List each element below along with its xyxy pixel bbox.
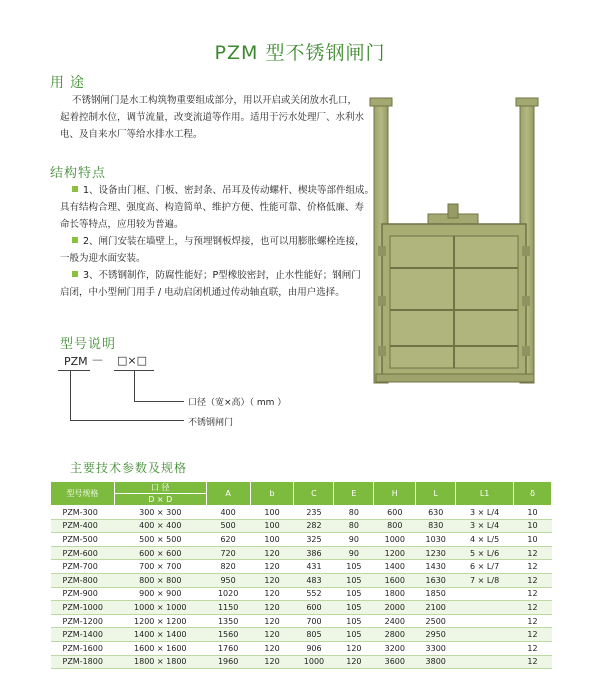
table-cell: 400 × 400 (114, 519, 206, 533)
table-cell: 500 × 500 (114, 533, 206, 547)
table-cell: 120 (250, 560, 294, 574)
table-cell: 386 (294, 546, 334, 560)
table-cell: 90 (334, 546, 374, 560)
table-cell: 90 (334, 533, 374, 547)
table-cell: 1000 (294, 655, 334, 669)
table-cell: 3600 (374, 655, 416, 669)
table-cell: 300 × 300 (114, 506, 206, 520)
table-cell: 1350 (206, 614, 250, 628)
feature-line (60, 182, 380, 199)
table-cell: 1000 (374, 533, 416, 547)
features-heading: 结构特点 (50, 166, 107, 181)
table-cell: 1200 (374, 546, 416, 560)
table-cell: 120 (250, 587, 294, 601)
bullet-icon (72, 271, 78, 277)
header-col-c: C (294, 482, 334, 506)
spec-table-body (51, 506, 552, 669)
table-cell: 120 (250, 641, 294, 655)
table-cell: 1560 (206, 628, 250, 642)
table-cell: 120 (250, 601, 294, 615)
feature-line (60, 267, 380, 284)
gate-illustration (368, 96, 558, 386)
table-cell: 105 (334, 614, 374, 628)
table-cell: PZM-1000 (51, 601, 115, 615)
table-cell: 552 (294, 587, 334, 601)
table-cell: 105 (334, 628, 374, 642)
table-cell: 1760 (206, 641, 250, 655)
table-cell: PZM-400 (51, 519, 115, 533)
table-cell: 1000 × 1000 (114, 601, 206, 615)
table-row (51, 506, 552, 520)
feature-text: 命长等特点，应用较为普遍。 (60, 219, 184, 230)
model-heading: 型号说明 (60, 337, 117, 352)
table-cell: 800 (374, 519, 416, 533)
table-cell: 4 × L/5 (456, 533, 514, 547)
header-col-delta: δ (514, 482, 552, 506)
table-cell (456, 641, 514, 655)
leader-type-v (70, 370, 71, 421)
table-cell: 120 (334, 655, 374, 669)
feature-text: 启闭，中小型闸门用手 / 电动启闭机通过传动轴直联，由用户选择。 (60, 287, 345, 298)
table-cell: 100 (250, 519, 294, 533)
table-cell: 282 (294, 519, 334, 533)
specs-heading: 主要技术参数及规格 (70, 461, 188, 475)
table-cell: 483 (294, 573, 334, 587)
table-cell: PZM-700 (51, 560, 115, 574)
table-cell: 325 (294, 533, 334, 547)
table-cell: 2000 (374, 601, 416, 615)
table-cell (456, 655, 514, 669)
feature-text: 一般为迎水面安装。 (60, 253, 146, 264)
table-cell: 80 (334, 506, 374, 520)
table-row (51, 519, 552, 533)
page-title: PZM 型不锈钢闸门 (214, 42, 386, 64)
feature-line (60, 216, 380, 233)
table-row (51, 628, 552, 642)
table-cell: 10 (514, 519, 552, 533)
table-cell: 12 (514, 628, 552, 642)
table-cell: PZM-800 (51, 573, 115, 587)
table-cell: 12 (514, 546, 552, 560)
table-cell: 100 (250, 506, 294, 520)
features-text (60, 182, 380, 301)
header-diameter: 口 径 (114, 482, 206, 494)
table-cell: 6 × L/7 (456, 560, 514, 574)
table-cell: 431 (294, 560, 334, 574)
usage-heading: 用途 (50, 75, 90, 91)
table-row (51, 655, 552, 669)
table-cell: 100 (250, 533, 294, 547)
table-cell: 3300 (416, 641, 456, 655)
table-row (51, 587, 552, 601)
usage-line: 不锈钢闸门是水工构筑物重要组成部分，用以开启或关闭放水孔口， (72, 95, 358, 106)
table-row (51, 601, 552, 615)
model-size-code: □×□ (117, 354, 148, 367)
table-cell: 1600 × 1600 (114, 641, 206, 655)
table-cell: PZM-1400 (51, 628, 115, 642)
table-cell: 120 (334, 641, 374, 655)
table-cell (456, 601, 514, 615)
table-cell: 2950 (416, 628, 456, 642)
table-cell: 80 (334, 519, 374, 533)
table-row (51, 641, 552, 655)
table-cell: 830 (416, 519, 456, 533)
table-row (51, 573, 552, 587)
table-cell: 12 (514, 560, 552, 574)
table-cell: 600 (374, 506, 416, 520)
table-cell: 700 × 700 (114, 560, 206, 574)
table-cell: 10 (514, 533, 552, 547)
feature-text: 2、闸门安装在墙壁上，与预埋钢板焊接，也可以用膨胀螺栓连接， (83, 236, 365, 247)
table-cell: 1230 (416, 546, 456, 560)
table-cell: PZM-600 (51, 546, 115, 560)
table-cell: 1400 (374, 560, 416, 574)
table-cell: 2400 (374, 614, 416, 628)
table-cell: 12 (514, 655, 552, 669)
table-cell (456, 614, 514, 628)
underline-code (58, 370, 90, 371)
table-cell: 2800 (374, 628, 416, 642)
table-cell: 5 × L/6 (456, 546, 514, 560)
feature-text: 1、设备由门框、门板、密封条、吊耳及传动螺杆、楔块等部件组成。 (83, 185, 375, 196)
table-cell: 7 × L/8 (456, 573, 514, 587)
model-dash: — (92, 353, 103, 366)
table-cell: 400 (206, 506, 250, 520)
table-cell: 950 (206, 573, 250, 587)
usage-line: 电、及自来水厂等给水排水工程。 (60, 129, 203, 140)
spec-table (50, 481, 552, 669)
table-cell: 1020 (206, 587, 250, 601)
leader-size-v (134, 370, 135, 402)
table-cell: PZM-1800 (51, 655, 115, 669)
table-cell: 1200 × 1200 (114, 614, 206, 628)
table-cell: 10 (514, 506, 552, 520)
table-cell: 1960 (206, 655, 250, 669)
table-cell: PZM-1600 (51, 641, 115, 655)
bullet-icon (72, 186, 78, 192)
table-cell: 1600 (374, 573, 416, 587)
table-cell: 600 (294, 601, 334, 615)
table-cell: 2500 (416, 614, 456, 628)
table-cell: 120 (250, 546, 294, 560)
size-label: 口径（宽×高）（ mm ） (188, 398, 287, 408)
table-cell: 12 (514, 573, 552, 587)
table-row (51, 560, 552, 574)
feature-text: 具有结构合理、强度高、构造简单、维护方便、性能可靠、价格低廉、寿 (60, 202, 365, 213)
header-col-l: L (416, 482, 456, 506)
table-cell: 120 (250, 628, 294, 642)
table-cell: 820 (206, 560, 250, 574)
table-cell: 1800 × 1800 (114, 655, 206, 669)
table-cell: 600 × 600 (114, 546, 206, 560)
model-code: PZM (64, 355, 88, 368)
table-cell: 700 (294, 614, 334, 628)
table-cell: 1800 (374, 587, 416, 601)
table-cell: 906 (294, 641, 334, 655)
table-cell: PZM-300 (51, 506, 115, 520)
table-cell: 235 (294, 506, 334, 520)
table-cell: 2100 (416, 601, 456, 615)
leader-size-h (134, 401, 184, 402)
table-cell: 1850 (416, 587, 456, 601)
feature-line (60, 233, 380, 250)
table-cell: 12 (514, 601, 552, 615)
table-cell: 720 (206, 546, 250, 560)
feature-line (60, 284, 380, 301)
table-cell: 3 × L/4 (456, 506, 514, 520)
table-cell: 105 (334, 573, 374, 587)
table-cell: 630 (416, 506, 456, 520)
table-cell: 800 × 800 (114, 573, 206, 587)
header-diameter-dd: D × D (114, 494, 206, 506)
bullet-icon (72, 237, 78, 243)
table-cell: 1400 × 1400 (114, 628, 206, 642)
table-cell: 12 (514, 641, 552, 655)
table-cell: 1430 (416, 560, 456, 574)
table-cell: 900 × 900 (114, 587, 206, 601)
table-cell (456, 587, 514, 601)
table-cell: 1030 (416, 533, 456, 547)
leader-type-h (70, 420, 184, 421)
table-cell: 500 (206, 519, 250, 533)
table-cell: 105 (334, 587, 374, 601)
table-cell: 620 (206, 533, 250, 547)
header-col-e: E (334, 482, 374, 506)
table-cell: 3200 (374, 641, 416, 655)
table-cell: 12 (514, 614, 552, 628)
feature-text: 3、不锈钢制作，防腐性能好；P型橡胶密封，止水性能好；钢闸门 (83, 270, 361, 281)
usage-text (60, 92, 380, 143)
table-cell: 1630 (416, 573, 456, 587)
feature-line (60, 199, 380, 216)
table-cell (456, 628, 514, 642)
table-row (51, 546, 552, 560)
table-row (51, 533, 552, 547)
type-label: 不锈钢闸门 (188, 418, 234, 428)
table-cell: PZM-900 (51, 587, 115, 601)
table-row (51, 614, 552, 628)
table-cell: 105 (334, 601, 374, 615)
table-cell: 3800 (416, 655, 456, 669)
header-col-l1: L1 (456, 482, 514, 506)
usage-line: 起着控制水位，调节流量，改变流道等作用。适用于污水处理厂、水利水 (60, 112, 365, 123)
table-cell: 12 (514, 587, 552, 601)
table-cell: 105 (334, 560, 374, 574)
table-cell: 120 (250, 655, 294, 669)
table-cell: PZM-1200 (51, 614, 115, 628)
table-cell: 805 (294, 628, 334, 642)
table-cell: 3 × L/4 (456, 519, 514, 533)
table-cell: 120 (250, 573, 294, 587)
header-model: 型号规格 (51, 482, 115, 506)
table-cell: PZM-500 (51, 533, 115, 547)
table-cell: 1150 (206, 601, 250, 615)
header-col-h: H (374, 482, 416, 506)
feature-line (60, 250, 380, 267)
table-cell: 120 (250, 614, 294, 628)
header-col-a: A (206, 482, 250, 506)
header-col-b: b (250, 482, 294, 506)
